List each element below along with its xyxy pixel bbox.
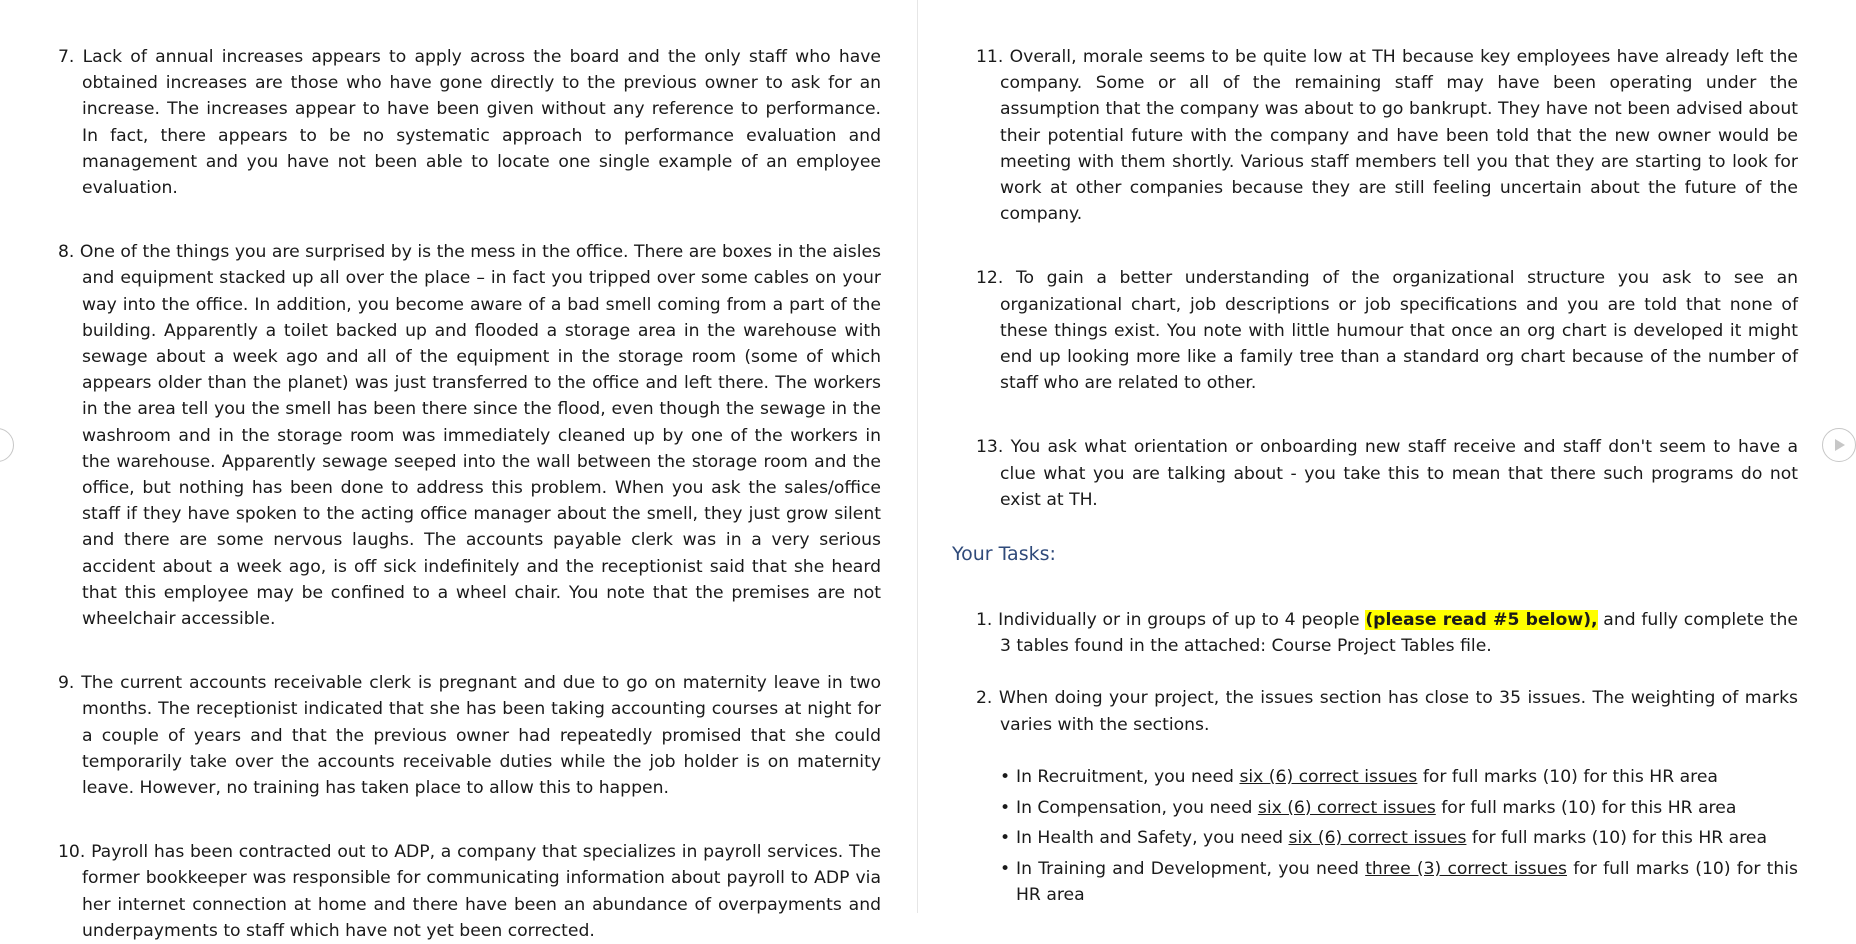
bullet-underlined: six (6) correct issues <box>1257 797 1436 818</box>
bullet-item-recruitment <box>1000 764 1798 790</box>
list-number: 11. <box>976 47 1004 67</box>
bullet-text-after: for full marks (10) for this HR area <box>1016 858 1798 906</box>
list-item-9 <box>58 670 881 801</box>
bullet-text-after: for full marks (10) for this HR area <box>1435 797 1737 818</box>
list-number: 8. <box>58 242 75 263</box>
list-number: 2. <box>976 688 993 709</box>
list-number: 13. <box>976 437 1004 458</box>
list-number: 7. <box>58 47 75 67</box>
list-number: 10. <box>58 842 86 863</box>
bullet-icon: • <box>1000 828 1011 849</box>
bullet-text-before: In Compensation, you need <box>1016 797 1258 818</box>
bullet-item-compensation <box>1000 795 1798 821</box>
document-page-left <box>0 0 917 941</box>
document-page-right <box>918 0 1856 913</box>
bullet-underlined: three (3) correct issues <box>1365 858 1567 879</box>
play-right-icon <box>1833 438 1847 452</box>
list-item-text: You ask what orientation or onboarding new staff receive and staff don't seem to have a clue what you are talking about - you take this to mean that there such programs do not exist at TH. <box>1000 437 1798 510</box>
list-item-text: Lack of annual increases appears to apply across the board and the only staff who have obtained increases are those who have gone directly to the previous owner to ask for an increase. The increases appear to have been given without any reference to performance. In fact, there appears to be no systematic approach to performance evaluation and management and you have not been able to locate one single example of an employee evaluation. <box>82 47 881 199</box>
tasks-section <box>952 541 1798 908</box>
task-item-1 <box>976 607 1798 659</box>
tasks-heading: Your Tasks: <box>952 543 1056 566</box>
bullet-icon: • <box>1000 766 1011 787</box>
list-item-12 <box>976 265 1798 396</box>
bullet-text-after: for full marks (10) for this HR area <box>1417 766 1718 787</box>
bullet-underlined: six (6) correct issues <box>1239 766 1418 787</box>
list-item-10 <box>58 839 881 944</box>
marks-bullet-list <box>976 764 1798 909</box>
bullet-underlined: six (6) correct issues <box>1288 828 1467 849</box>
list-item-text: The current accounts receivable clerk is pregnant and due to go on maternity leave in two months. The receptionist indicated that she has been taking accounting courses at night for a couple of years and that the previous owner had repeatedly promised that she could temporarily take over the accounts receivable duties while the job holder is on maternity leave. However, no training has taken place to allow this to happen. <box>81 673 882 799</box>
bullet-icon: • <box>1000 858 1011 879</box>
bullet-icon: • <box>1000 797 1011 818</box>
list-item-text: When doing your project, the issues section has close to 35 issues. The weighting of marks varies with the sections. <box>998 688 1798 735</box>
list-number: 12. <box>976 268 1004 289</box>
list-item-text: Payroll has been contracted out to ADP, a company that specializes in payroll services. The former bookkeeper was responsible for communicating information about payroll to ADP via her internet connection at home and there have been an abundance of overpayments and underpayments to staff which have not yet been corrected. <box>82 842 881 941</box>
list-item-8 <box>58 239 881 632</box>
list-item-text: Overall, morale seems to be quite low at TH because key employees have already left the company. Some or all of the remaining staff may have been operating under the assumption that the company was about to go bankrupt. They have not been advised about their potential future with the company and have been told that the new owner would be meeting with them shortly. Various staff members tell you that they are starting to look for work at other companies because they are still feeling uncertain about the future of the company. <box>1000 47 1798 225</box>
task-text-after: and fully complete the 3 tables found in the attached: Course Project Tables file. <box>1000 610 1798 657</box>
list-item-11 <box>976 44 1798 227</box>
list-item-text: To gain a better understanding of the organizational structure you ask to see an organizational chart, job descriptions or job specifications and you are told that none of these things exist. You note with little humour that once an org chart is developed it might end up looking more like a family tree than a standard org chart because of the number of staff who are related to other. <box>1000 268 1799 394</box>
bullet-text-after: for full marks (10) for this HR area <box>1466 828 1767 849</box>
bullet-item-health-safety <box>1000 825 1798 851</box>
task-text-before: Individually or in groups of up to 4 people <box>998 610 1366 631</box>
list-number: 9. <box>58 673 75 694</box>
task-item-2 <box>976 685 1798 737</box>
bullet-text-before: In Health and Safety, you need <box>1016 828 1289 849</box>
list-number: 1. <box>976 610 993 631</box>
list-item-text: One of the things you are surprised by is the mess in the office. There are boxes in the aisles and equipment stacked up all over the place – in fact you tripped over some cables on your way into the office. In addition, you become aware of a bad smell coming from a part of the building. Apparently a toilet backed up and flooded a storage area in the warehouse with sewage about a week ago and all of the equipment in the storage room (some of which appears older than the planet) was just transferred to the office and left there. The workers in the area tell you the smell has been there since the flood, even though the sewage in the washroom and in the storage room was immediately cleaned up by one of the workers in the warehouse. Apparently sewage seeped into the wall between the storage room and the office, but nothing has been done to address this problem. When you ask the sales/office staff if they have spoken to the acting office manager about the smell, they just grow silent and there are some nervous laughs. The accounts payable clerk was in a very serious accident about a week ago, is off sick indefinitely and the receptionist said that she heard that this employee may be confined to a wheel chair. You note that the premises are not wheelchair accessible. <box>79 242 881 630</box>
highlighted-note: (please read #5 below), <box>1365 610 1598 631</box>
bullet-text-before: In Training and Development, you need <box>1016 858 1366 879</box>
list-item-7 <box>58 44 881 201</box>
next-page-button[interactable] <box>1822 428 1856 462</box>
list-item-13 <box>976 434 1798 513</box>
bullet-text-before: In Recruitment, you need <box>1016 766 1240 787</box>
bullet-item-training <box>1000 856 1798 908</box>
